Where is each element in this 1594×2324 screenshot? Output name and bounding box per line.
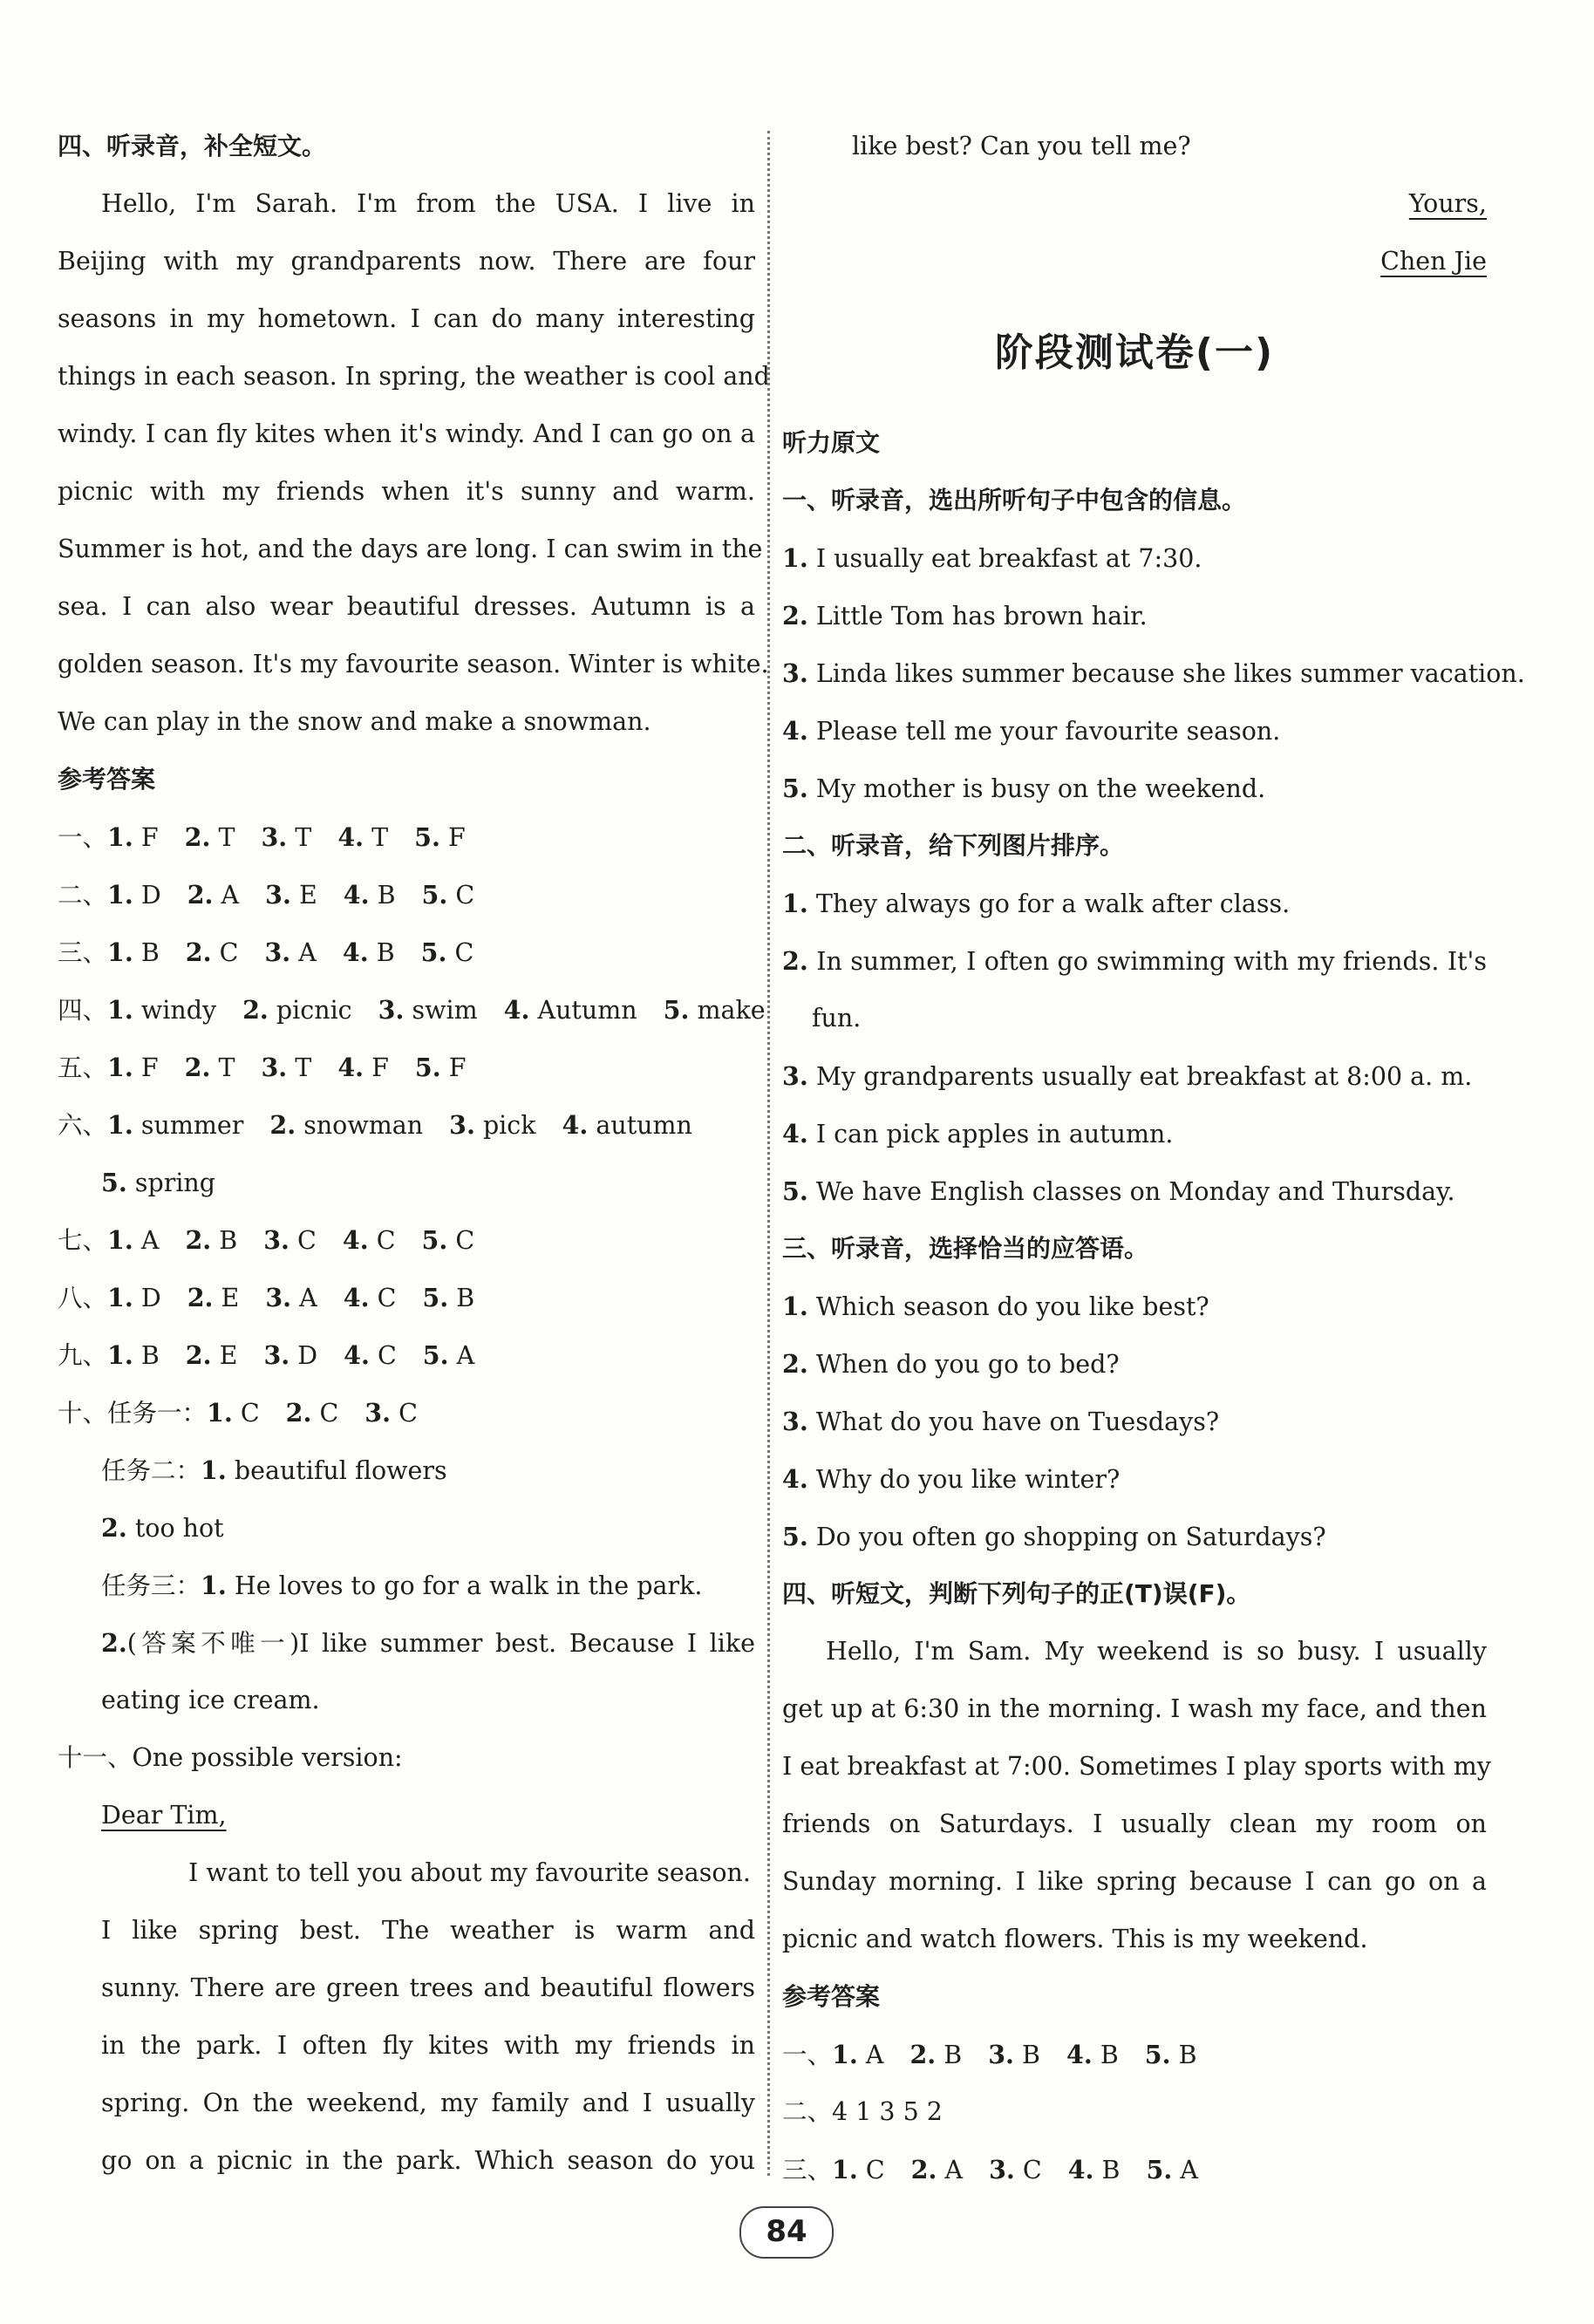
letter-signature: Chen Jie xyxy=(1380,247,1487,276)
answer-value: picnic xyxy=(276,996,352,1025)
item-text: Please tell me your favourite season. xyxy=(815,717,1281,746)
answer-value: windy xyxy=(140,996,217,1025)
item-number: 2. xyxy=(269,1110,296,1140)
answer-value: C xyxy=(377,1341,397,1370)
answers-heading: 参考答案 xyxy=(58,765,156,794)
item-number: 1. xyxy=(782,1291,808,1321)
item-text: They always go for a walk after class. xyxy=(815,889,1291,918)
task3-answer: (答案不唯一)I like summer best. Because I like xyxy=(126,1629,755,1658)
passage-line: things in each season. In spring, the weather is cool and xyxy=(58,362,770,391)
passage-line: picnic with my friends when it's sunny and warm. xyxy=(58,477,755,506)
passage-line: golden season. It's my favourite season. Winter is white. xyxy=(58,650,769,678)
answer-label: 八、 xyxy=(58,1284,108,1312)
list-item xyxy=(782,1396,1487,1447)
answer-value: T xyxy=(295,1053,312,1082)
answer-label: 七、 xyxy=(58,1226,108,1255)
answer-label: 四、 xyxy=(58,996,108,1025)
letter-line: I want to tell you about my favourite season. xyxy=(188,1858,751,1887)
item-number: 1. xyxy=(107,1110,133,1140)
item-number: 3. xyxy=(263,1340,290,1370)
answer-value: autumn xyxy=(596,1111,692,1140)
answer-label: 六、 xyxy=(58,1111,108,1140)
item-number: 5. xyxy=(414,822,440,852)
answer-row xyxy=(101,1157,755,1208)
item-number: 4. xyxy=(782,1119,808,1148)
item-number: 3. xyxy=(263,1225,290,1255)
answer-value: B xyxy=(140,938,160,967)
page-number: 84 xyxy=(739,2206,834,2259)
passage-line: picnic and watch flowers. This is my weekend. xyxy=(782,1925,1368,1953)
item-number: 4. xyxy=(782,1464,808,1494)
list-item xyxy=(782,1051,1487,1101)
item-number: 5. xyxy=(422,1340,449,1370)
s2-heading: 二、听录音，给下列图片排序。 xyxy=(782,831,1125,860)
answer-value: E xyxy=(221,1284,240,1312)
letter-line: sunny. There are green trees and beautiful flowers xyxy=(101,1973,755,2002)
answer-label: 一、 xyxy=(782,2041,833,2069)
list-item xyxy=(782,763,1487,814)
answer-value: F xyxy=(447,823,466,852)
item-number: 2. xyxy=(185,1340,212,1370)
item-text: In summer, I often go swimming with my friends. It's xyxy=(816,947,1487,976)
task2-label: 任务二： xyxy=(101,1456,201,1485)
answer-sequence: 4 1 3 5 2 xyxy=(832,2097,943,2126)
answer-value: summer xyxy=(140,1111,244,1140)
list-item xyxy=(782,590,1487,641)
item-number: 1. xyxy=(107,1053,133,1082)
answer-row xyxy=(58,1100,755,1150)
answer-value: C xyxy=(297,1226,317,1255)
item-number: 2. xyxy=(187,880,214,910)
answer-row xyxy=(58,1272,755,1323)
answer-row xyxy=(58,812,755,862)
list-item xyxy=(782,705,1487,756)
item-text: We have English classes on Monday and Thursday. xyxy=(815,1177,1455,1206)
item-number: 1. xyxy=(107,995,133,1025)
item-number: 3. xyxy=(782,1061,808,1091)
answer-row xyxy=(58,1330,755,1380)
answer-value: A xyxy=(865,2041,884,2069)
item-number: 2. xyxy=(185,937,212,967)
item-number: 5. xyxy=(782,1522,808,1551)
answer-label: 一、 xyxy=(58,823,108,852)
answer-row xyxy=(58,869,755,920)
item-number: 5. xyxy=(422,1283,449,1312)
item-text: I usually eat breakfast at 7:30. xyxy=(815,544,1202,573)
passage-line: get up at 6:30 in the morning. I wash my face, and then xyxy=(782,1694,1487,1723)
item-number: 2. xyxy=(910,2155,937,2184)
list-item xyxy=(782,1166,1487,1217)
answer-value: A xyxy=(1180,2156,1198,2184)
list-item xyxy=(782,1339,1487,1389)
item-number: 2. xyxy=(185,1225,212,1255)
section11-label: 十一、 xyxy=(58,1743,133,1772)
answer-value: B xyxy=(377,881,396,910)
answers-heading: 参考答案 xyxy=(782,1982,881,2011)
answer-row xyxy=(58,927,755,978)
item-text: When do you go to bed? xyxy=(815,1350,1120,1379)
item-number: 4. xyxy=(337,1053,364,1082)
list-item xyxy=(782,878,1487,929)
item-number: 5. xyxy=(421,880,448,910)
item-number: 1. xyxy=(107,1340,133,1370)
answer-value: snowman xyxy=(303,1111,424,1140)
item-number: 4. xyxy=(342,1225,369,1255)
item-number: 1. xyxy=(832,2040,858,2069)
answer-value: B xyxy=(456,1284,475,1312)
item-number: 4. xyxy=(337,822,364,852)
item-number: 5. xyxy=(101,1168,127,1197)
list-item xyxy=(782,1511,1487,1562)
item-number: 4. xyxy=(782,716,808,746)
answer-value: C xyxy=(398,1399,418,1428)
passage-line: Beijing with my grandparents now. There are four xyxy=(58,247,755,276)
answer-value: D xyxy=(140,881,161,910)
item-text: Which season do you like best? xyxy=(815,1292,1209,1321)
answer-value: A xyxy=(221,881,240,910)
item-number: 3. xyxy=(265,1283,292,1312)
item-number: 1. xyxy=(107,880,133,910)
item-number: 4. xyxy=(344,1340,370,1370)
answer-row xyxy=(58,985,766,1035)
answer-value: C xyxy=(454,938,474,967)
answer-value: B xyxy=(376,938,395,967)
item-number: 2. xyxy=(187,1283,214,1312)
passage-line: sea. I can also wear beautiful dresses. Autumn is a xyxy=(58,592,755,621)
answer-label: 五、 xyxy=(58,1053,108,1082)
task2-answer: beautiful flowers xyxy=(234,1456,447,1485)
answer-value: C xyxy=(455,881,475,910)
answer-label: 三、 xyxy=(782,2156,833,2184)
list-item-cont: fun. xyxy=(812,1004,862,1033)
item-number: 2. xyxy=(184,822,211,852)
item-number: 3. xyxy=(989,2155,1015,2184)
task3-row xyxy=(101,1618,755,1668)
passage-line: seasons in my hometown. I can do many interesting xyxy=(58,304,755,333)
s4-heading: 四、听短文，判断下列句子的正(T)误(F)。 xyxy=(782,1579,1251,1608)
item-number: 5. xyxy=(782,1176,808,1206)
item-number: 1. xyxy=(107,937,133,967)
item-text: I can pick apples in autumn. xyxy=(815,1120,1174,1148)
item-number: 3. xyxy=(261,822,288,852)
answer-value: B xyxy=(1100,2041,1119,2069)
answer-value: B xyxy=(140,1341,160,1370)
answer-value: E xyxy=(219,1341,238,1370)
answer-value: T xyxy=(295,823,312,852)
item-number: 4. xyxy=(343,880,370,910)
answer-label: 九、 xyxy=(58,1341,108,1370)
item-number: 5. xyxy=(414,1053,441,1082)
answer-value: swim xyxy=(412,996,478,1025)
answer-value: B xyxy=(1178,2041,1197,2069)
answer-value: T xyxy=(371,823,389,852)
passage-line: Hello, I'm Sam. My weekend is so busy. I usually xyxy=(826,1637,1487,1666)
item-number: 2. xyxy=(242,995,269,1025)
item-number: 4. xyxy=(1067,2155,1094,2184)
answer-value: E xyxy=(298,881,317,910)
answer-value: B xyxy=(1022,2041,1040,2069)
list-item xyxy=(782,936,1487,986)
answer-value: T xyxy=(218,1053,235,1082)
task3-answer: He loves to go for a walk in the park. xyxy=(234,1571,703,1600)
passage-line: Sunday morning. I like spring because I can go on a xyxy=(782,1867,1487,1896)
item-number: 1. xyxy=(782,543,808,573)
answer-row xyxy=(782,2087,1487,2137)
item-number: 5. xyxy=(782,774,808,803)
answer-row xyxy=(58,1387,755,1438)
answer-label: 二、 xyxy=(58,881,108,910)
answer-value: F xyxy=(140,823,159,852)
answer-value: A xyxy=(456,1341,475,1370)
list-item xyxy=(782,648,1525,699)
answer-value: B xyxy=(1101,2156,1121,2184)
item-text: Why do you like winter? xyxy=(815,1465,1121,1494)
item-number: 3. xyxy=(364,1398,392,1428)
item-number: 3. xyxy=(782,1407,808,1436)
letter-line: spring. On the weekend, my family and I usually xyxy=(101,2089,755,2117)
item-number: 1. xyxy=(201,1455,227,1485)
answer-value: C xyxy=(1022,2156,1042,2184)
item-number: 1. xyxy=(782,889,808,918)
answer-value: D xyxy=(140,1284,161,1312)
passage-line: I eat breakfast at 7:00. Sometimes I play sports with my xyxy=(782,1752,1491,1781)
item-number: 4. xyxy=(342,937,369,967)
list-item xyxy=(782,1454,1487,1504)
item-number: 1. xyxy=(832,2155,858,2184)
answer-value: C xyxy=(865,2156,885,2184)
item-number: 5. xyxy=(420,937,447,967)
passage-line: Hello, I'm Sarah. I'm from the USA. I live in xyxy=(101,189,755,218)
column-divider xyxy=(767,131,770,2176)
letter-line: in the park. I often fly kites with my friends in xyxy=(101,2031,755,2060)
s3-heading: 三、听录音，选择恰当的应答语。 xyxy=(782,1234,1149,1263)
item-text: My mother is busy on the weekend. xyxy=(815,774,1266,803)
item-number: 1. xyxy=(201,1571,227,1600)
item-number: 2. xyxy=(101,1628,127,1658)
section11-row xyxy=(58,1733,755,1783)
item-number: 5. xyxy=(421,1225,448,1255)
answer-value: Autumn xyxy=(537,996,637,1025)
letter-closing: Yours, xyxy=(1408,189,1487,218)
answer-value: C xyxy=(376,1226,396,1255)
item-number: 2. xyxy=(782,601,808,630)
answer-value: make xyxy=(697,996,766,1025)
answer-value: F xyxy=(371,1053,389,1082)
passage-line: Summer is hot, and the days are long. I can swim in the xyxy=(58,535,763,563)
s1-heading: 一、听录音，选出所听句子中包含的信息。 xyxy=(782,486,1247,515)
item-number: 3. xyxy=(378,995,405,1025)
answer-value: A xyxy=(299,1284,317,1312)
answer-value: B xyxy=(943,2041,963,2069)
answer-label: 十、任务一： xyxy=(58,1399,208,1428)
section-title: 阶段测试卷(一) xyxy=(994,331,1275,375)
letter-line: I like spring best. The weather is warm and xyxy=(101,1916,755,1945)
item-number: 5. xyxy=(663,995,690,1025)
passage-line: friends on Saturdays. I usually clean my room on xyxy=(782,1809,1487,1838)
answer-row xyxy=(58,1215,755,1265)
item-number: 1. xyxy=(107,1283,133,1312)
item-text: My grandparents usually eat breakfast at 8:00 a. m. xyxy=(815,1062,1473,1091)
item-number: 2. xyxy=(782,946,808,976)
item-number: 4. xyxy=(562,1110,589,1140)
answer-value: C xyxy=(219,938,239,967)
item-number: 2. xyxy=(285,1398,312,1428)
item-number: 1. xyxy=(107,822,133,852)
answer-value: D xyxy=(297,1341,318,1370)
item-number: 4. xyxy=(503,995,530,1025)
answer-value: C xyxy=(377,1284,397,1312)
answer-value: F xyxy=(140,1053,159,1082)
item-number: 1. xyxy=(107,1225,133,1255)
answer-value: spring xyxy=(134,1169,216,1197)
section11-text: One possible version: xyxy=(132,1743,403,1772)
item-number: 3. xyxy=(449,1110,475,1140)
list-item xyxy=(782,1281,1487,1332)
answer-value: C xyxy=(319,1399,339,1428)
answer-row xyxy=(782,2144,1487,2195)
answer-row xyxy=(58,1042,755,1093)
item-number: 3. xyxy=(265,880,291,910)
item-number: 4. xyxy=(343,1283,370,1312)
answer-value: A xyxy=(140,1226,160,1255)
item-number: 2. xyxy=(782,1349,808,1379)
item-number: 3. xyxy=(988,2040,1014,2069)
list-item xyxy=(782,1108,1487,1159)
item-number: 3. xyxy=(782,658,808,688)
task2-row xyxy=(101,1503,755,1553)
answer-row xyxy=(782,2029,1487,2080)
answer-value: F xyxy=(448,1053,467,1082)
letter-greeting: Dear Tim, xyxy=(101,1801,227,1830)
answer-value: A xyxy=(298,938,317,967)
item-number: 3. xyxy=(264,937,291,967)
item-number: 5. xyxy=(1144,2040,1171,2069)
answer-value: C xyxy=(240,1399,260,1428)
task3-row xyxy=(101,1560,755,1611)
task2-row xyxy=(101,1445,755,1496)
passage-line: windy. I can fly kites when it's windy. And I can go on a xyxy=(58,419,755,448)
task3-row-cont: eating ice cream. xyxy=(101,1686,320,1714)
answer-label: 二、 xyxy=(782,2097,833,2126)
answer-value: pick xyxy=(482,1111,536,1140)
item-number: 2. xyxy=(101,1513,127,1543)
answer-label: 三、 xyxy=(58,938,108,967)
answer-value: T xyxy=(218,823,235,852)
item-number: 2. xyxy=(909,2040,937,2069)
passage-line: We can play in the snow and make a snowman. xyxy=(58,707,651,736)
item-text: What do you have on Tuesdays? xyxy=(815,1407,1220,1436)
item-number: 2. xyxy=(184,1053,211,1082)
answer-value: C xyxy=(455,1226,475,1255)
answer-value: B xyxy=(219,1226,238,1255)
list-item xyxy=(782,533,1487,583)
section4-heading: 四、听录音，补全短文。 xyxy=(58,132,327,160)
task3-label: 任务三： xyxy=(101,1571,201,1600)
item-number: 5. xyxy=(1146,2155,1173,2184)
item-number: 4. xyxy=(1066,2040,1093,2069)
transcript-heading: 听力原文 xyxy=(782,428,881,457)
letter-line: like best? Can you tell me? xyxy=(852,132,1191,160)
item-number: 1. xyxy=(207,1398,233,1428)
task2-answer: too hot xyxy=(134,1514,224,1543)
item-text: Do you often go shopping on Saturdays? xyxy=(815,1523,1326,1551)
item-text: Linda likes summer because she likes summer vacation. xyxy=(815,659,1525,688)
item-number: 3. xyxy=(261,1053,288,1082)
answer-value: A xyxy=(944,2156,964,2184)
letter-line: go on a picnic in the park. Which season do you xyxy=(101,2146,755,2175)
item-text: Little Tom has brown hair. xyxy=(815,602,1148,630)
